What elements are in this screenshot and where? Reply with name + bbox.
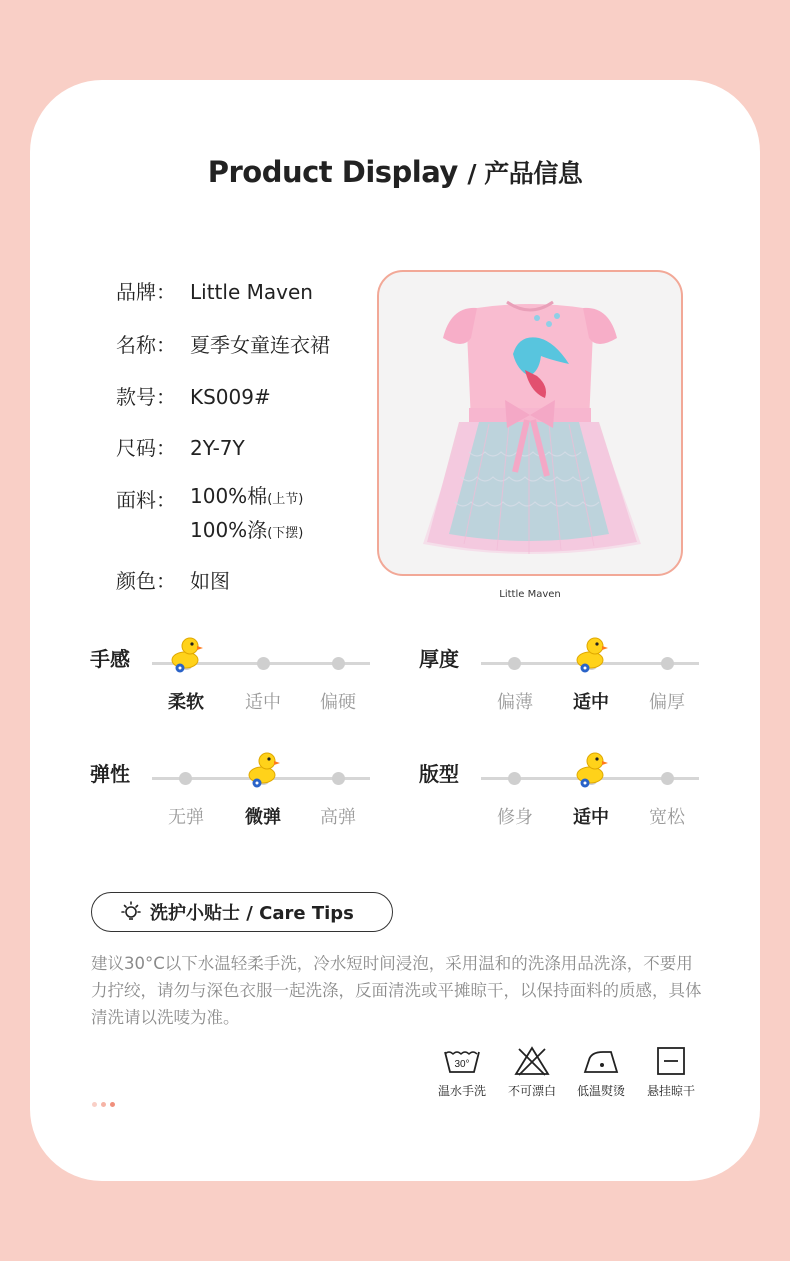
info-key: 颜色： [116,569,176,593]
scale-fit [419,758,719,828]
photo-caption: Little Maven [499,589,561,600]
info-size [116,432,245,461]
info-name [116,329,330,358]
info-key: 品牌： [116,280,176,304]
care-item-label: 悬挂晾干 [646,1084,695,1098]
scale-option: 偏硬 [320,692,356,713]
info-key: 名称： [116,333,176,357]
info-value: Little Maven [190,280,313,304]
scale-label: 厚度 [419,647,459,671]
info-value: KS009# [190,385,271,409]
scale-label: 版型 [419,762,459,786]
scale-option: 偏薄 [497,692,533,713]
info-value: 如图 [190,569,230,593]
scale-dot [508,772,521,785]
info-brand [116,276,313,305]
scale-dot [508,657,521,670]
care-tips-badge [91,892,393,932]
info-key: 尺码： [116,436,176,460]
info-color [116,565,230,594]
scale-option: 适中 [245,692,281,713]
scale-thickness [419,643,719,713]
scale-dot [332,657,345,670]
care-item-low-iron [566,1046,636,1099]
scale-label: 手感 [90,647,130,671]
duck-marker-icon [574,635,608,673]
indicator-dot [110,1102,115,1107]
low-iron-icon [581,1046,621,1076]
care-tips-label: 洗护小贴士 / Care Tips [150,903,354,924]
duck-marker-icon [169,635,203,673]
duck-marker-icon [246,750,280,788]
scale-option: 适中 [573,807,609,828]
care-item-label: 低温熨烫 [576,1084,625,1098]
care-item-hand-wash [427,1046,497,1099]
scale-dot [332,772,345,785]
care-item-no-bleach [497,1046,567,1099]
indicator-dot [101,1102,106,1107]
info-key: 面料： [116,488,176,512]
info-value: 2Y-7Y [190,436,245,460]
info-fabric [116,484,303,549]
care-description: 建议30°C以下水温轻柔手洗，冷水短时间浸泡，采用温和的洗涤用品洗涤，不要用力拧绞，请勿与深色衣服一起洗涤，反面清洗或平摊晾干，以保持面料的质感，具体清洗请以洗唛为准。 [91,954,702,1027]
info-value: 夏季女童连衣裙 [190,333,330,357]
care-item-label: 不可漂白 [507,1084,556,1098]
fabric-line1-note: (上节) [267,492,304,507]
title-sub: / 产品信息 [467,159,583,188]
scale-option: 柔软 [168,692,204,713]
hand-wash-icon [442,1046,482,1076]
scale-dot [179,772,192,785]
scale-option: 高弹 [320,807,356,828]
scale-option: 宽松 [649,807,685,828]
fabric-line1: 100%棉 [190,484,268,508]
scale-dot [661,657,674,670]
scale-option: 无弹 [168,807,204,828]
page-title [0,154,790,190]
fabric-line2: 100%涤 [190,518,268,542]
product-photo [377,270,683,576]
fabric-line2-note: (下摆) [267,526,304,541]
info-key: 款号： [116,385,176,409]
lightbulb-icon [120,901,142,923]
indicator-dot [92,1102,97,1107]
hang-dry-icon [651,1046,691,1076]
scale-option: 修身 [497,807,533,828]
scale-dot [661,772,674,785]
scale-dot [257,657,270,670]
wash-temp-label: 30° [454,1059,470,1070]
scale-feel [90,643,390,713]
page-indicator [92,1092,119,1111]
care-item-hang-dry [636,1046,706,1099]
duck-marker-icon [574,750,608,788]
scale-elasticity [90,758,390,828]
no-bleach-icon [512,1046,552,1076]
scale-option: 偏厚 [649,692,685,713]
care-item-label: 温水手洗 [437,1084,486,1098]
scale-option: 微弹 [245,807,281,828]
scale-option: 适中 [573,692,609,713]
dress-illustration [379,272,681,574]
title-main: Product Display [207,155,458,189]
scale-label: 弹性 [90,762,130,786]
info-value [190,481,303,549]
info-style [116,381,271,410]
